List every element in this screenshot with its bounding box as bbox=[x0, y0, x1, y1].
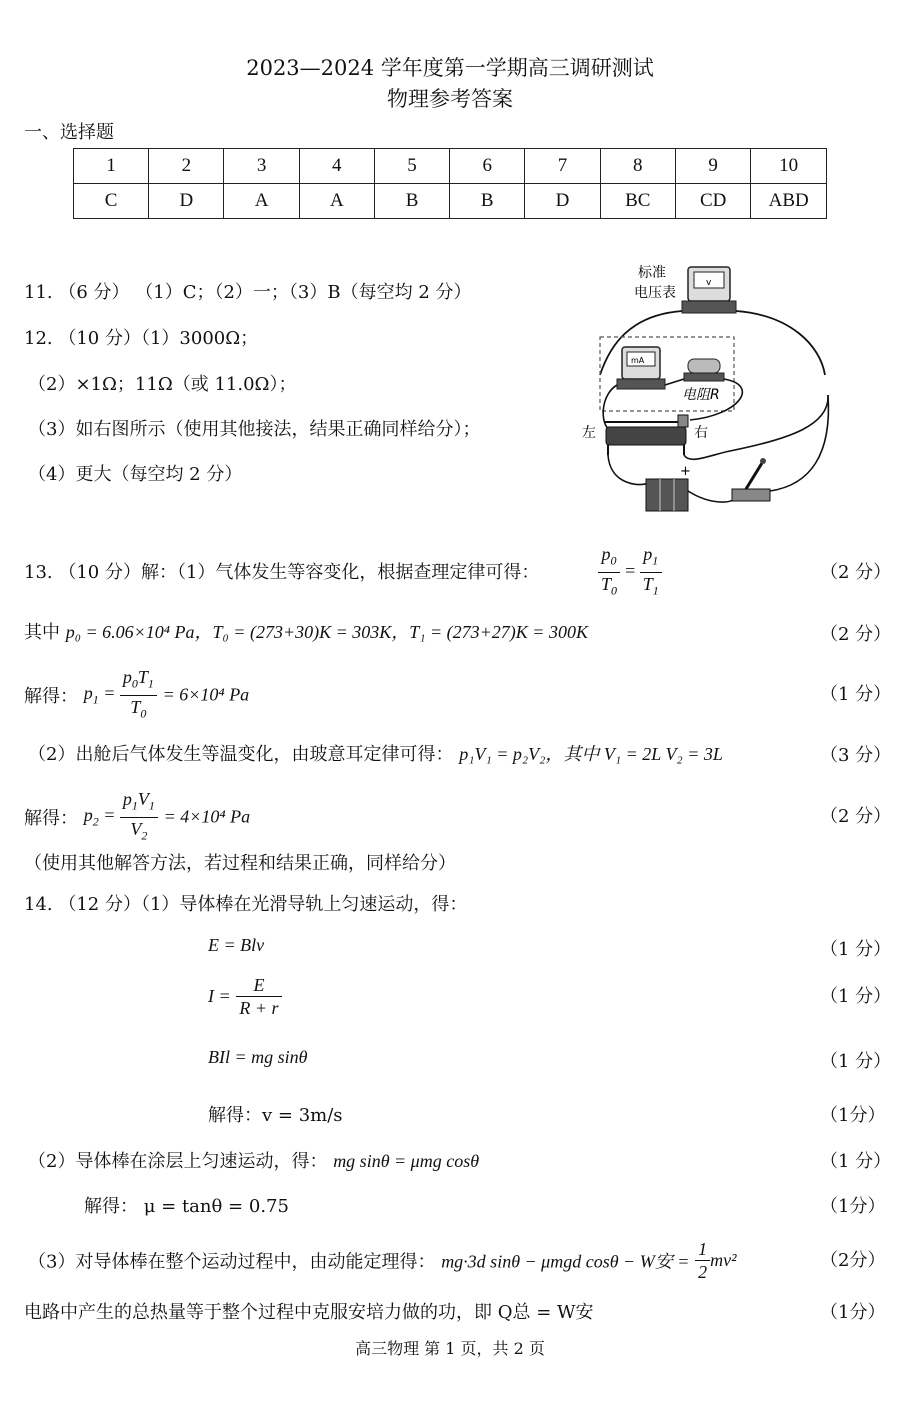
score-14-4: （1分） bbox=[820, 1105, 886, 1126]
question-number: 1 bbox=[74, 149, 149, 184]
resistor-label: 电阻R bbox=[682, 387, 720, 403]
boyle-equation: p₁V₁ = p₂V₂，其中 V₁ = 2L V₂ = 3L bbox=[459, 744, 723, 764]
q13-charles-equation: $\frac{p_0}{T_0}$ = $\frac{p_1}{T_1}$ bbox=[598, 543, 662, 601]
q13-result-2: 解得： $p_2$ = $\frac{p_1V_1}{V_2}$ = 4×10⁴ Pa bbox=[24, 789, 251, 843]
answer-cell: D bbox=[149, 184, 224, 219]
page-subtitle: 物理参考答案 bbox=[387, 87, 513, 111]
result-value: = 6×10⁴ Pa bbox=[162, 684, 250, 705]
question-number: 10 bbox=[751, 149, 827, 184]
answer-cell: BC bbox=[600, 184, 675, 219]
table-row bbox=[74, 149, 827, 184]
q13-part2 bbox=[28, 740, 723, 766]
score-14-8: （1分） bbox=[820, 1302, 886, 1323]
result2-prefix: 解得： bbox=[24, 808, 78, 830]
current-lhs: I = bbox=[208, 986, 231, 1006]
q13-note: （使用其他解答方法，若过程和结果正确，同样给分） bbox=[24, 853, 456, 874]
answer-table bbox=[73, 148, 827, 219]
score-13-1: （2 分） bbox=[820, 562, 892, 583]
q14-friction-result: 解得： μ = tanθ = 0.75 bbox=[84, 1196, 289, 1217]
part2-text: （2）出舱后气体发生等温变化，由玻意耳定律可得： bbox=[28, 744, 454, 765]
answer-cell: A bbox=[224, 184, 299, 219]
question-number: 5 bbox=[374, 149, 449, 184]
score-13-3: （1 分） bbox=[820, 684, 892, 705]
current-denominator: R + r bbox=[239, 998, 279, 1018]
question-number: 9 bbox=[675, 149, 750, 184]
q14-eq-current bbox=[208, 974, 282, 1019]
q13-intro-text: 13. （10 分）解：（1）气体发生等容变化，根据查理定律可得： bbox=[24, 562, 540, 583]
energy-equation-tail: mv² bbox=[710, 1250, 737, 1270]
rheostat-icon bbox=[604, 415, 688, 455]
q12-line1: 12. （10 分）（1）3000Ω； bbox=[24, 328, 259, 349]
rheostat-left-label: 左 bbox=[582, 425, 596, 441]
answer-cell: A bbox=[299, 184, 374, 219]
score-14-5: （1 分） bbox=[820, 1151, 892, 1172]
question-number: 2 bbox=[149, 149, 224, 184]
given-prefix: 其中 bbox=[24, 622, 60, 643]
battery-plus-label: + bbox=[680, 464, 691, 479]
table-row bbox=[74, 184, 827, 219]
rheostat-right-label: 右 bbox=[694, 425, 708, 441]
question-number: 7 bbox=[525, 149, 600, 184]
score-13-5: （2 分） bbox=[820, 806, 892, 827]
std-voltmeter-label2: 电压表 bbox=[634, 285, 676, 301]
part2-intro: （2）导体棒在涂层上匀速运动，得： bbox=[28, 1151, 328, 1172]
result-prefix: 解得： bbox=[24, 686, 78, 708]
section-heading: 一、选择题 bbox=[24, 122, 114, 143]
answer-cell: CD bbox=[675, 184, 750, 219]
milliammeter-icon bbox=[617, 347, 665, 389]
answer-cell: ABD bbox=[751, 184, 827, 219]
score-14-6: （1分） bbox=[820, 1196, 886, 1217]
score-13-4: （3 分） bbox=[820, 745, 892, 766]
score-14-7: （2分） bbox=[820, 1250, 886, 1271]
q14-intro: 14. （12 分）（1）导体棒在光滑导轨上匀速运动，得： bbox=[24, 894, 468, 915]
part3-intro: （3）对导体棒在整个运动过程中，由动能定理得： bbox=[28, 1251, 436, 1273]
page-title: 2023—2024 学年度第一学期高三调研测试 bbox=[246, 56, 654, 80]
q12-line3: （3）如右图所示（使用其他接法，结果正确同样给分）； bbox=[28, 419, 481, 440]
switch-icon bbox=[732, 458, 770, 501]
milliammeter-unit: mA bbox=[631, 356, 645, 365]
page-footer: 高三物理 第 1 页，共 2 页 bbox=[355, 1339, 545, 1358]
score-14-3: （1 分） bbox=[820, 1051, 892, 1072]
resistor-icon bbox=[684, 359, 724, 381]
q14-eq-velocity: 解得：v = 3m/s bbox=[208, 1105, 343, 1126]
answer-cell: C bbox=[74, 184, 149, 219]
q14-part3: （3）对导体棒在整个运动过程中，由动能定理得： mg·3d sinθ − μmgd cosθ − W安 = $\frac{1}{2}$ mv² bbox=[28, 1239, 737, 1282]
q12-line2: （2）×1Ω；11Ω（或 11.0Ω）； bbox=[28, 374, 297, 395]
circuit-figure bbox=[570, 255, 875, 525]
answer-cell: B bbox=[450, 184, 525, 219]
q14-eq-force: BIl = mg sinθ bbox=[208, 1047, 308, 1067]
q14-eq-emf: E = Blv bbox=[208, 935, 265, 955]
question-number: 3 bbox=[224, 149, 299, 184]
question-number: 8 bbox=[600, 149, 675, 184]
given-equation: p₀ = 6.06×10⁴ Pa，T₀ = (273+30)K = 303K，T₁ = (273+27)K = 300K bbox=[65, 622, 588, 642]
q11-answer: 11. （6 分） （1）C；（2）一；（3）B（每空均 2 分） bbox=[24, 282, 472, 303]
friction-equation: mg sinθ = μmg cosθ bbox=[333, 1151, 480, 1171]
energy-equation: mg·3d sinθ − μmgd cosθ − W安 = bbox=[441, 1251, 690, 1272]
score-13-2: （2 分） bbox=[820, 624, 892, 645]
answer-cell: B bbox=[374, 184, 449, 219]
question-number: 4 bbox=[299, 149, 374, 184]
result2-value: = 4×10⁴ Pa bbox=[163, 806, 251, 827]
q12-line4: （4）更大（每空均 2 分） bbox=[28, 464, 243, 485]
q13-result-1: 解得： $p_1$ = $\frac{p_0T_1}{T_0}$ = 6×10⁴ Pa bbox=[24, 667, 250, 721]
q14-heat: 电路中产生的总热量等于整个过程中克服安培力做的功，即 Q总 = W安 bbox=[24, 1302, 594, 1323]
q13-intro bbox=[24, 558, 539, 584]
q14-part2 bbox=[28, 1147, 479, 1173]
q13-given-values bbox=[24, 618, 588, 644]
score-14-1: （1 分） bbox=[820, 939, 892, 960]
std-voltmeter-label: 标准 bbox=[638, 265, 666, 281]
current-numerator: E bbox=[236, 974, 281, 997]
answer-cell: D bbox=[525, 184, 600, 219]
question-number: 6 bbox=[450, 149, 525, 184]
battery-icon bbox=[646, 479, 688, 511]
score-14-2: （1 分） bbox=[820, 986, 892, 1007]
voltmeter-unit: v bbox=[706, 278, 712, 288]
voltmeter-icon bbox=[682, 267, 736, 313]
